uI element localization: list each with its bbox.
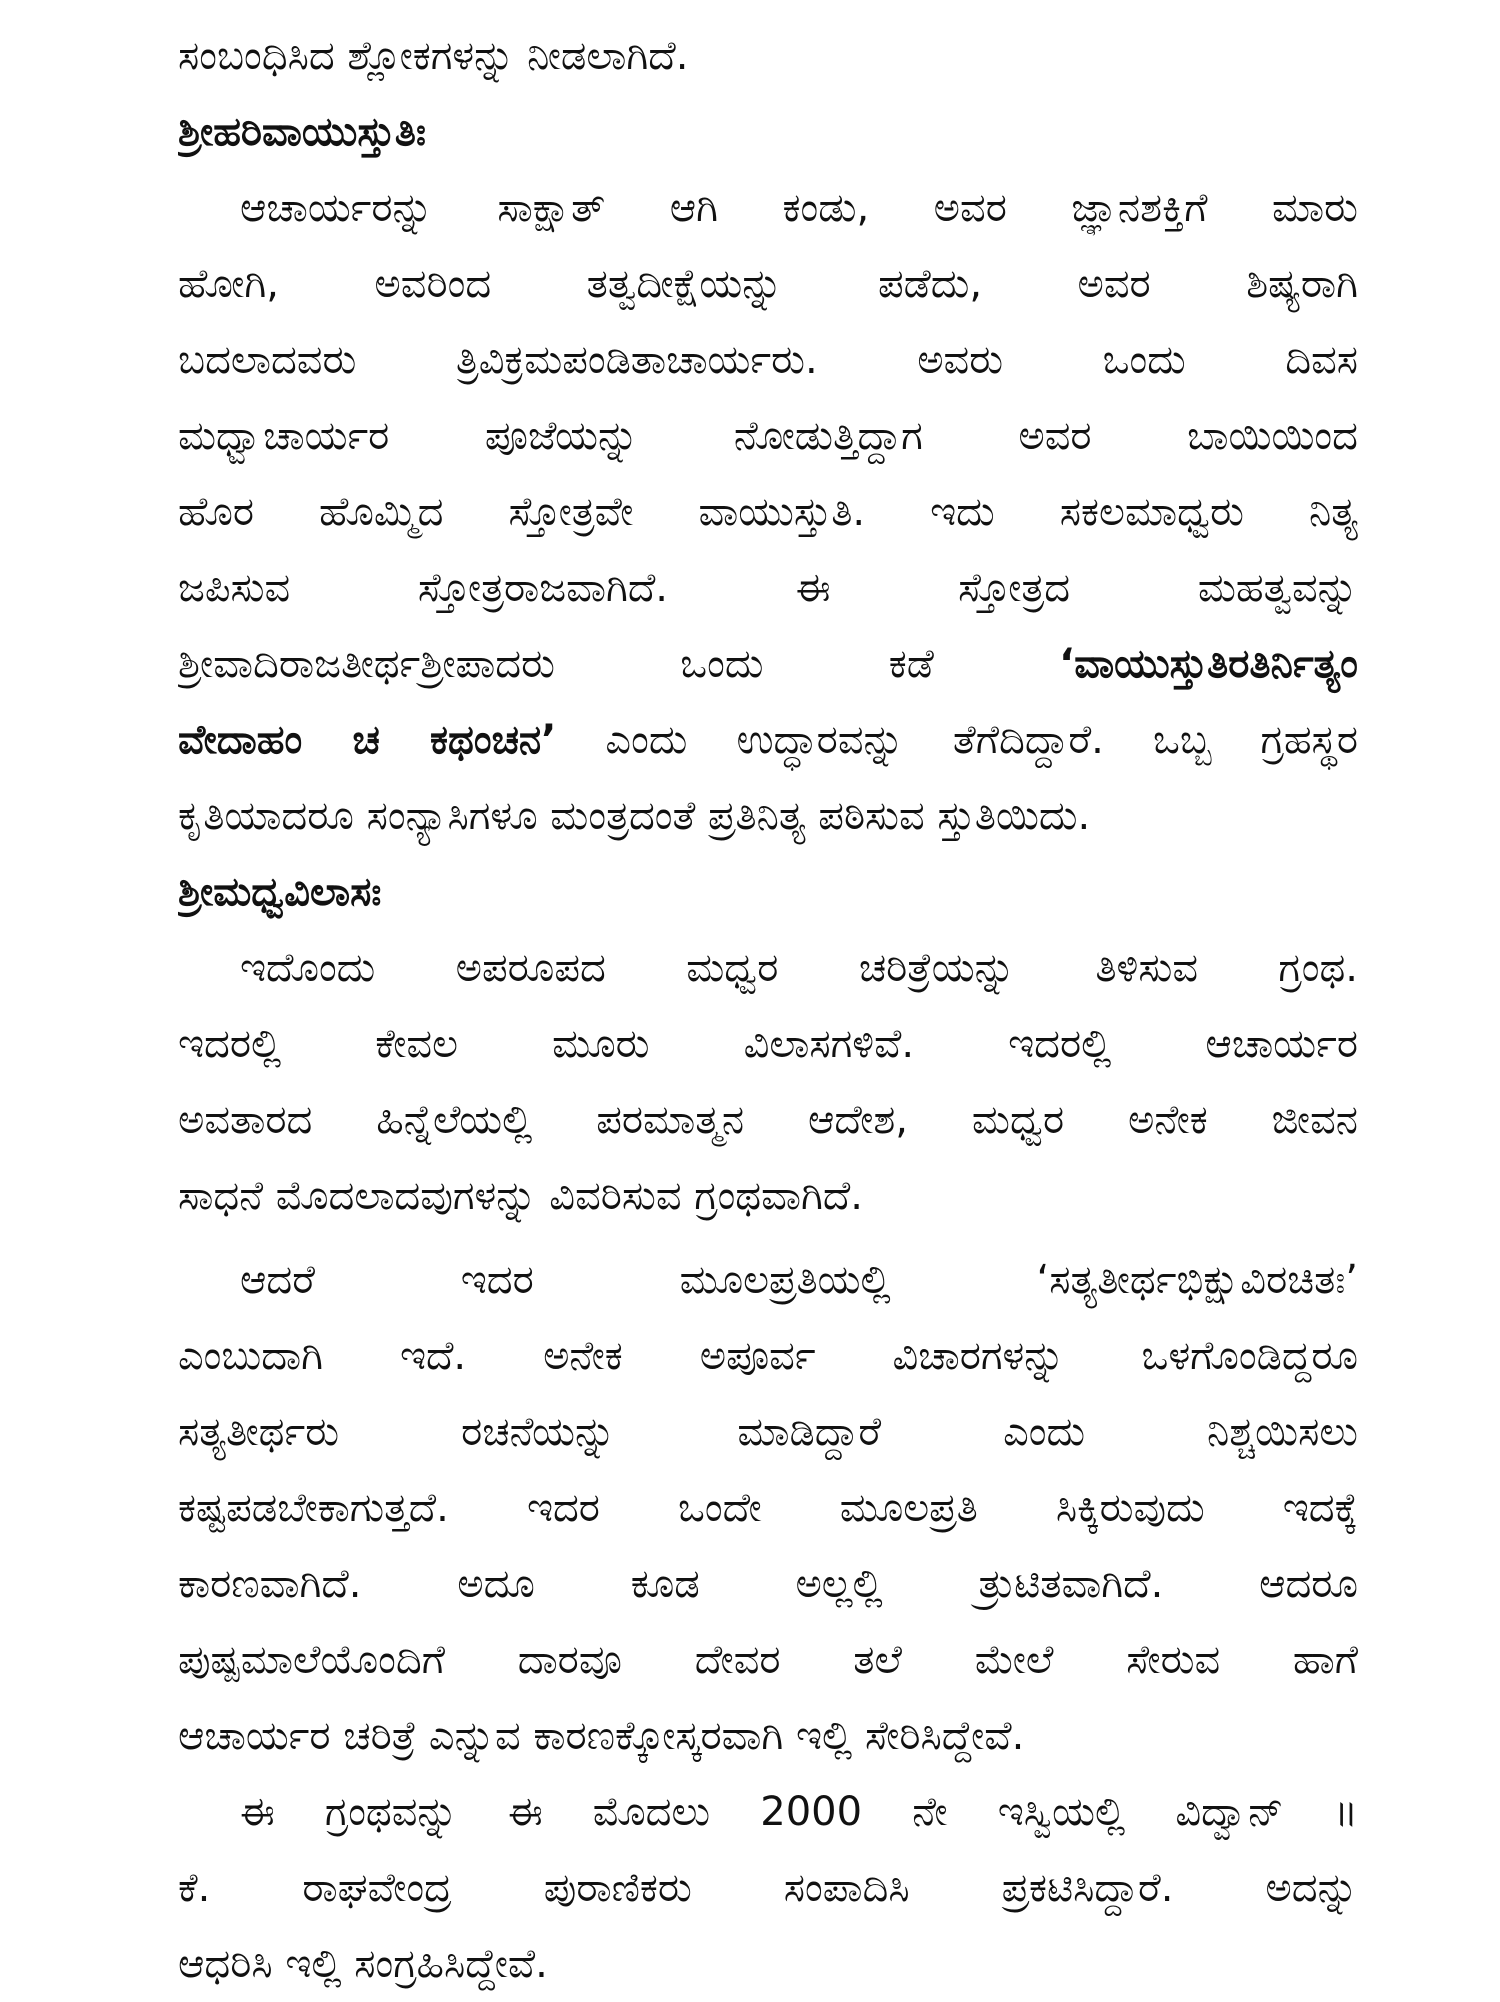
paragraph-line: ಪುಷ್ಪಮಾಲೆಯೊಂದಿಗೆ ದಾರವೂ ದೇವರ ತಲೆ ಮೇಲೆ ಸೇರುವ ಹಾಗೆ [178, 1637, 1358, 1683]
paragraph-line: ಸಾಧನೆ ಮೊದಲಾದವುಗಳನ್ನು ವಿವರಿಸುವ ಗ್ರಂಥವಾಗಿದೆ. [178, 1173, 863, 1219]
paragraph-line: ಆದರೆ ಇದರ ಮೂಲಪ್ರತಿಯಲ್ಲಿ ‘ಸತ್ಯತೀರ್ಥಭಿಕ್ಷುವಿರಚಿತಃ’ [240, 1257, 1358, 1303]
paragraph-line: ಹೊರ ಹೊಮ್ಮಿದ ಸ್ತೋತ್ರವೇ ವಾಯುಸ್ತುತಿ. ಇದು ಸಕಲಮಾಧ್ವರು ನಿತ್ಯ [178, 489, 1358, 535]
line-text: ಶ್ರೀವಾದಿರಾಜತೀರ್ಥಶ್ರೀಪಾದರು ಒಂದು ಕಡೆ [178, 641, 1060, 687]
line-text: ಎಂದು ಉದ್ಧಾರವನ್ನು ತೆಗೆದಿದ್ದಾರೆ. ಒಬ್ಬ ಗ್ರಹಸ್ಥರ [556, 717, 1358, 763]
paragraph-line: ಕಷ್ಟಪಡಬೇಕಾಗುತ್ತದೆ. ಇದರ ಒಂದೇ ಮೂಲಪ್ರತಿ ಸಿಕ್ಕಿರುವುದು ಇದಕ್ಕೆ [178, 1485, 1358, 1531]
paragraph-line: ಸತ್ಯತೀರ್ಥರು ರಚನೆಯನ್ನು ಮಾಡಿದ್ದಾರೆ ಎಂದು ನಿಶ್ಚಯಿಸಲು [178, 1409, 1358, 1455]
paragraph-line: ಜಪಿಸುವ ಸ್ತೋತ್ರರಾಜವಾಗಿದೆ. ಈ ಸ್ತೋತ್ರದ ಮಹತ್ವವನ್ನು [178, 565, 1358, 611]
paragraph-line: ಬದಲಾದವರು ತ್ರಿವಿಕ್ರಮಪಂಡಿತಾಚಾರ್ಯರು. ಅವರು ಒಂದು ದಿವಸ [178, 337, 1358, 383]
paragraph-line: ಮಧ್ವಾಚಾರ್ಯರ ಪೂಜೆಯನ್ನು ನೋಡುತ್ತಿದ್ದಾಗ ಅವರ ಬಾಯಿಯಿಂದ [178, 413, 1358, 459]
section-heading-madhvavilasa: ಶ್ರೀಮಧ್ವವಿಲಾಸಃ [178, 869, 382, 915]
paragraph-line: ಎಂಬುದಾಗಿ ಇದೆ. ಅನೇಕ ಅಪೂರ್ವ ವಿಚಾರಗಳನ್ನು ಒಳಗೊಂಡಿದ್ದರೂ [178, 1333, 1358, 1379]
document-page [178, 18, 1358, 2002]
paragraph-line [178, 702, 1358, 778]
paragraph-line: ಆಧರಿಸಿ ಇಲ್ಲಿ ಸಂಗ್ರಹಿಸಿದ್ದೇವೆ. [178, 1941, 548, 1987]
paragraph-line: ಇದೊಂದು ಅಪರೂಪದ ಮಧ್ವರ ಚರಿತ್ರೆಯನ್ನು ತಿಳಿಸುವ ಗ್ರಂಥ. [240, 945, 1358, 991]
paragraph-line: ಈ ಗ್ರಂಥವನ್ನು ಈ ಮೊದಲು 2000 ನೇ ಇಸ್ವಿಯಲ್ಲಿ ವಿದ್ವಾನ್ ॥ [240, 1789, 1358, 1835]
quote-bold-text: ‘ವಾಯುಸ್ತುತಿರತಿರ್ನಿತ್ಯಂ [1059, 641, 1358, 687]
paragraph-line: ಆಚಾರ್ಯರನ್ನು ಸಾಕ್ಷಾತ್ ಆಗಿ ಕಂಡು, ಅವರ ಜ್ಞಾನಶಕ್ತಿಗೆ ಮಾರು [240, 185, 1358, 231]
quote-bold-text: ವೇದಾಹಂ ಚ ಕಥಂಚನ’ [178, 717, 557, 763]
section-heading-vayustuti: ಶ್ರೀಹರಿವಾಯುಸ್ತುತಿಃ [178, 109, 426, 155]
paragraph-line: ಆಚಾರ್ಯರ ಚರಿತ್ರೆ ಎನ್ನುವ ಕಾರಣಕ್ಕೋಸ್ಕರವಾಗಿ ಇಲ್ಲಿ ಸೇರಿಸಿದ್ದೇವೆ. [178, 1713, 1025, 1759]
paragraph-line: ಹೋಗಿ, ಅವರಿಂದ ತತ್ವದೀಕ್ಷೆಯನ್ನು ಪಡೆದು, ಅವರ ಶಿಷ್ಯರಾಗಿ [178, 261, 1358, 307]
paragraph-line [178, 626, 1358, 702]
intro-line: ಸಂಬಂಧಿಸಿದ ಶ್ಲೋಕಗಳನ್ನು ನೀಡಲಾಗಿದೆ. [178, 33, 689, 79]
paragraph-line: ಕೃತಿಯಾದರೂ ಸಂನ್ಯಾಸಿಗಳೂ ಮಂತ್ರದಂತೆ ಪ್ರತಿನಿತ್ಯ ಪಠಿಸುವ ಸ್ತುತಿಯಿದು. [178, 793, 1091, 839]
paragraph-line: ಕಾರಣವಾಗಿದೆ. ಅದೂ ಕೂಡ ಅಲ್ಲಲ್ಲಿ ತ್ರುಟಿತವಾಗಿದೆ. ಆದರೂ [178, 1561, 1358, 1607]
paragraph-line: ಕೆ. ರಾಘವೇಂದ್ರ ಪುರಾಣಿಕರು ಸಂಪಾದಿಸಿ ಪ್ರಕಟಿಸಿದ್ದಾರೆ. ಅದನ್ನು [178, 1865, 1358, 1911]
paragraph-line: ಇದರಲ್ಲಿ ಕೇವಲ ಮೂರು ವಿಲಾಸಗಳಿವೆ. ಇದರಲ್ಲಿ ಆಚಾರ್ಯರ [178, 1021, 1358, 1067]
paragraph-line: ಅವತಾರದ ಹಿನ್ನೆಲೆಯಲ್ಲಿ ಪರಮಾತ್ಮನ ಆದೇಶ, ಮಧ್ವರ ಅನೇಕ ಜೀವನ [178, 1097, 1358, 1143]
